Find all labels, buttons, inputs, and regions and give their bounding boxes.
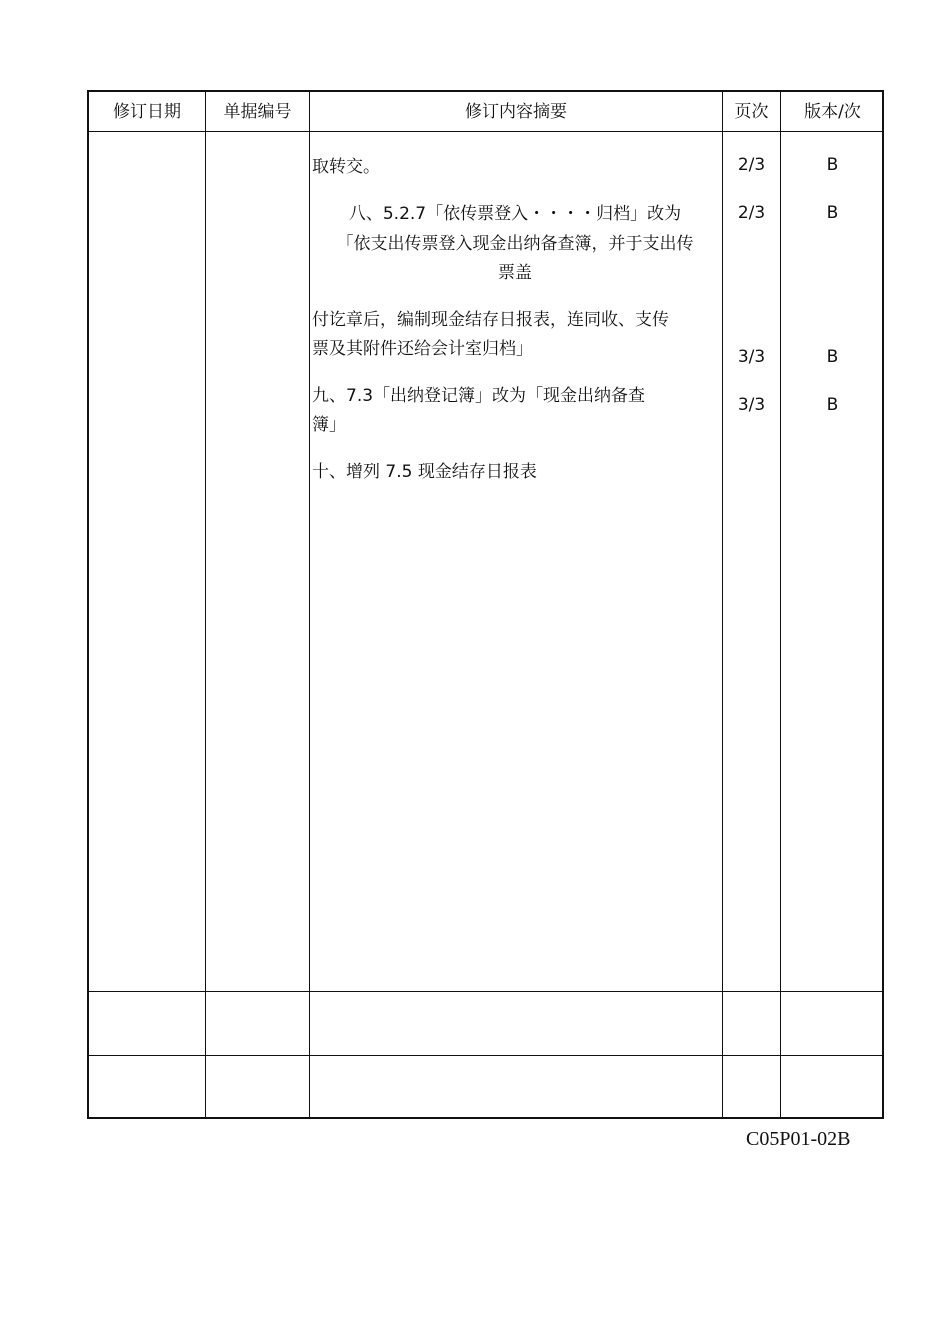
summary-line: 八、5.2.7「依传票登入・・・・归档」改为	[348, 204, 682, 224]
summary-line: 九、7.3「出纳登记簿」改为「现金出纳备查	[312, 386, 646, 406]
column-divider	[205, 92, 206, 1117]
summary-line: 十、增列 7.5 现金结存日报表	[312, 462, 537, 482]
page-value: 3/3	[737, 347, 766, 367]
document-code: C05P01-02B	[746, 1128, 851, 1150]
column-divider	[722, 92, 723, 1117]
summary-line: 票及其附件还给会计室归档」	[312, 339, 533, 359]
page-value: 2/3	[737, 155, 766, 175]
page-value: 2/3	[737, 203, 766, 223]
summary-line: 簿」	[312, 415, 346, 435]
header-doc-number: 单据编号	[223, 102, 292, 122]
row-divider	[89, 1055, 882, 1056]
summary-line: 付讫章后，编制现金结存日报表，连同收、支传	[312, 310, 669, 330]
page-value: 3/3	[737, 395, 766, 415]
version-value: B	[826, 395, 839, 415]
header-revision-date: 修订日期	[113, 102, 181, 122]
column-divider	[780, 92, 781, 1117]
version-value: B	[826, 203, 839, 223]
header-page: 页次	[734, 102, 769, 122]
header-version: 版本/次	[804, 102, 861, 122]
row-divider	[89, 991, 882, 992]
version-value: B	[826, 347, 839, 367]
version-value: B	[826, 155, 839, 175]
column-divider	[309, 92, 310, 1117]
summary-line: 票盖	[498, 263, 532, 283]
revision-table	[87, 90, 884, 1119]
summary-line: 「依支出传票登入现金出纳备查簿，并于支出传	[336, 234, 694, 254]
header-summary: 修订内容摘要	[465, 102, 567, 122]
summary-line: 取转交。	[312, 157, 380, 177]
